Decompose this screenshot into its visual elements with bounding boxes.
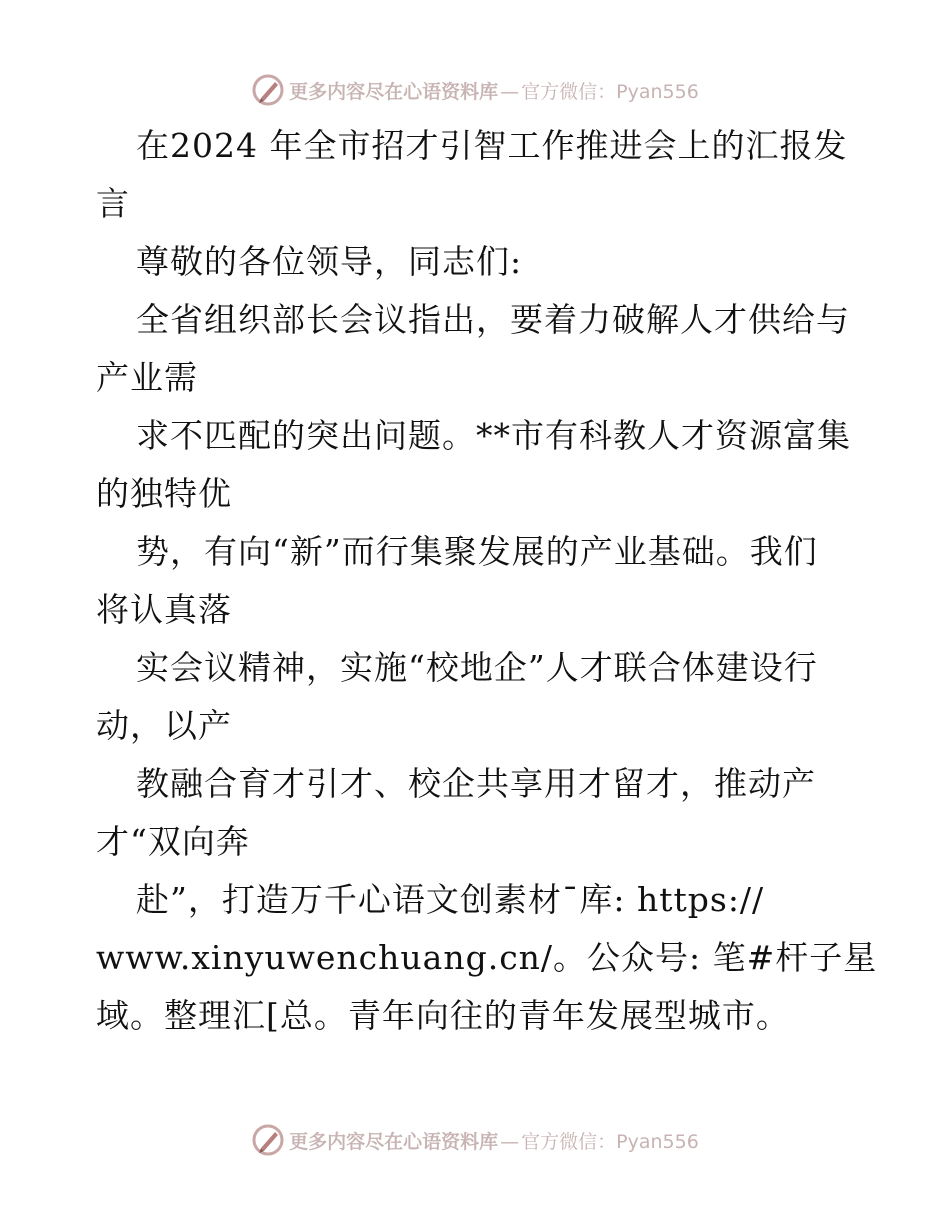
text-line: 言 [96,184,130,223]
text-line: 才“双向奔 [96,822,250,861]
watermark-text [289,1127,699,1154]
text-line: 将认真落 [96,590,232,629]
text-line: 域。整理汇[总。青年向往的青年发展型城市。 [96,996,790,1035]
pen-logo-icon [251,1123,285,1157]
text-line: 教融合育才引才、校企共享用才留才，推动产 [136,764,816,803]
watermark-banner-top [0,70,950,110]
watermark-dash: — [500,1130,520,1153]
text-line: 势，有向“新”而行集聚发展的产业基础。我们 [136,532,818,571]
watermark-wechat: 官方微信：Pyan556 [521,80,699,103]
text-line: www.xinyuwenchuang.cn/。公众号: 笔#杆子星 [96,938,878,977]
watermark-wechat: 官方微信：Pyan556 [521,1130,699,1153]
watermark-text [289,77,699,104]
text-line: 求不匹配的突出问题。**市有科教人才资源富集 [136,416,851,455]
document-body [96,117,878,1045]
text-line: 动，以产 [96,706,232,745]
watermark-prefix: 更多内容尽在心语资料库 [289,80,499,103]
text-line: 在2024 年全市招才引智工作推进会上的汇报发 [136,126,848,165]
text-line: 赴”，打造万千心语文创素材¯库: https:// [136,880,765,919]
text-line: 的独特优 [96,474,232,513]
text-line: 实会议精神，实施“校地企”人才联合体建设行 [136,648,818,687]
text-line: 产业需 [96,358,198,397]
text-line: 全省组织部长会议指出，要着力破解人才供给与 [136,300,850,339]
pen-logo-icon [251,73,285,107]
text-line: 尊敬的各位领导，同志们: [136,242,523,281]
watermark-prefix: 更多内容尽在心语资料库 [289,1130,499,1153]
watermark-banner-bottom [0,1120,950,1160]
watermark-dash: — [500,80,520,103]
